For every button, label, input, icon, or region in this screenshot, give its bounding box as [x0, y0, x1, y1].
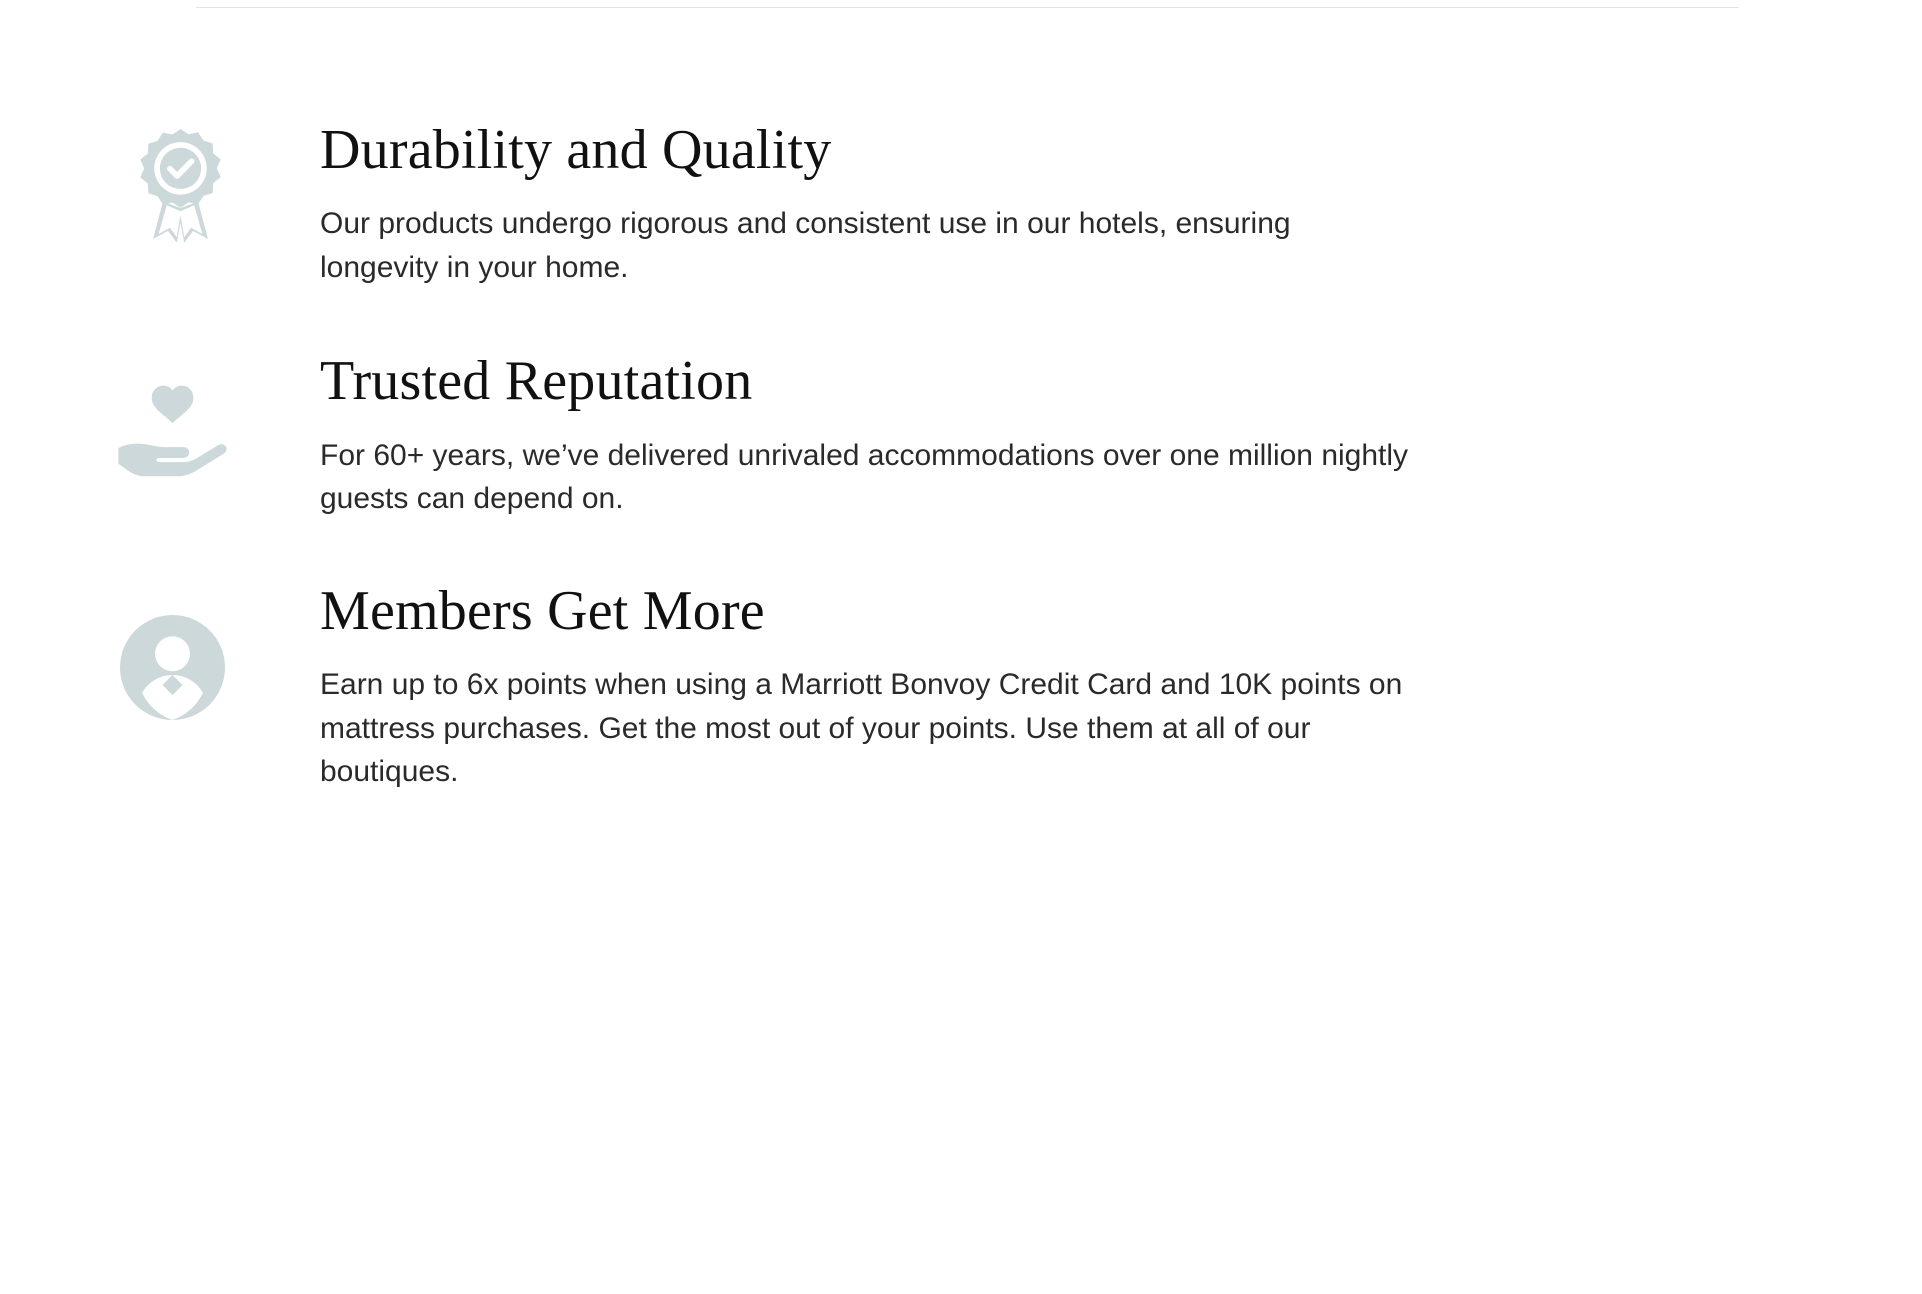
- top-divider: [196, 7, 1739, 8]
- award-ribbon-check-icon: [118, 124, 243, 249]
- feature-body: Our products undergo rigorous and consistent use in our hotels, ensuring longevity in your home.: [320, 207, 1291, 284]
- feature-item: [0, 581, 1922, 794]
- feature-body: Earn up to 6x points when using a Marriott Bonvoy Credit Card and 10K points on mattress purchases. Get the most out of your points. Use them at all of our boutiques.: [320, 668, 1403, 789]
- feature-title: Trusted Reputation: [320, 350, 753, 413]
- feature-icon-container: [0, 581, 320, 730]
- hand-holding-heart-icon: [108, 369, 233, 494]
- features-section: [0, 120, 1922, 794]
- member-person-icon: [110, 605, 235, 730]
- feature-text-container: [320, 120, 1680, 289]
- feature-icon-container: [0, 351, 320, 494]
- feature-body: For 60+ years, we’ve delivered unrivaled accommodations over one million nightly guests can depend on.: [320, 438, 1409, 516]
- feature-icon-container: [0, 120, 320, 249]
- feature-item: [0, 351, 1922, 520]
- feature-text-container: [320, 351, 1680, 520]
- feature-text-container: [320, 581, 1680, 794]
- feature-item: [0, 120, 1922, 289]
- feature-title: Members Get More: [320, 579, 765, 642]
- feature-title: Durability and Quality: [320, 119, 832, 181]
